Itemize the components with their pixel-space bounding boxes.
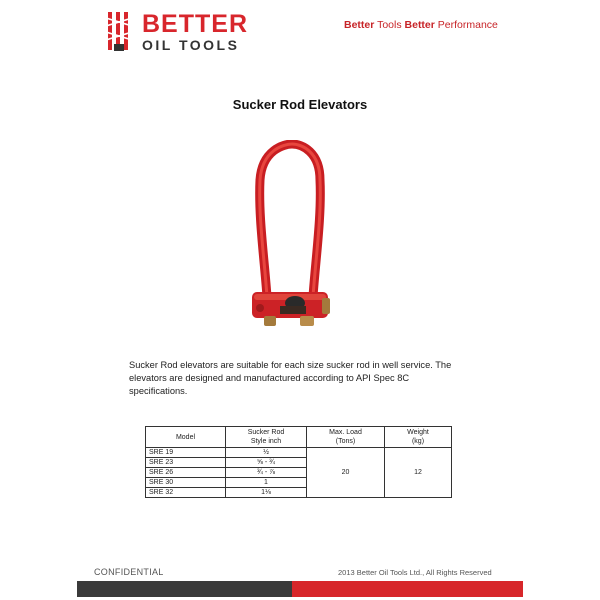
cell-style: ¾ - ⅞ [226,468,307,478]
tagline [344,19,498,31]
cell-style: ⅝ - ¾ [226,458,307,468]
header-weight [385,427,452,448]
footer-bar-dark [77,581,292,597]
header-max-load [307,427,385,448]
tagline-word-1: Better [344,19,375,31]
cell-style: ½ [226,448,307,458]
tagline-word-3: Better [404,19,435,31]
specification-table [145,426,452,498]
cell-model: SRE 30 [146,478,226,488]
cell-model: SRE 32 [146,488,226,498]
logo-emblem-icon [106,10,134,52]
footer-bar-red [292,581,523,597]
table-header-row [146,427,452,448]
company-logo [106,10,266,52]
header-model [146,427,226,448]
page-title: Sucker Rod Elevators [232,97,368,112]
cell-weight: 12 [385,448,452,498]
header-load-line1: Max. Load [329,429,362,436]
header-style-line1: Sucker Rod [247,429,285,436]
cell-max-load: 20 [307,448,385,498]
cell-model: SRE 26 [146,468,226,478]
table-row [146,448,452,458]
header-model-label: Model [175,433,196,441]
cell-style: 1 [226,478,307,488]
header-load-line2: (Tons) [335,438,356,445]
logo-text-better: BETTER [142,10,248,38]
logo-text-oil-tools: OIL TOOLS [142,37,240,53]
footer-confidential: CONFIDENTIAL [94,567,164,577]
header-weight-line1: Weight [407,429,429,436]
product-description: Sucker Rod elevators are suitable for each size sucker rod in well service. The elevators are designed and manufactured according to API Spec 8C specifications. [129,360,452,396]
cell-style: 1⅛ [226,488,307,498]
header-style [226,427,307,448]
sucker-rod-elevator-image [240,140,340,340]
header-style-line2: Style inch [250,438,282,445]
cell-model: SRE 23 [146,458,226,468]
tagline-word-4: Performance [434,19,498,31]
tagline-word-2: Tools [374,19,405,31]
header-weight-line2: (kg) [411,438,425,445]
footer-copyright: 2013 Better Oil Tools Ltd., All Rights Reserved [338,568,492,577]
cell-model: SRE 19 [146,448,226,458]
